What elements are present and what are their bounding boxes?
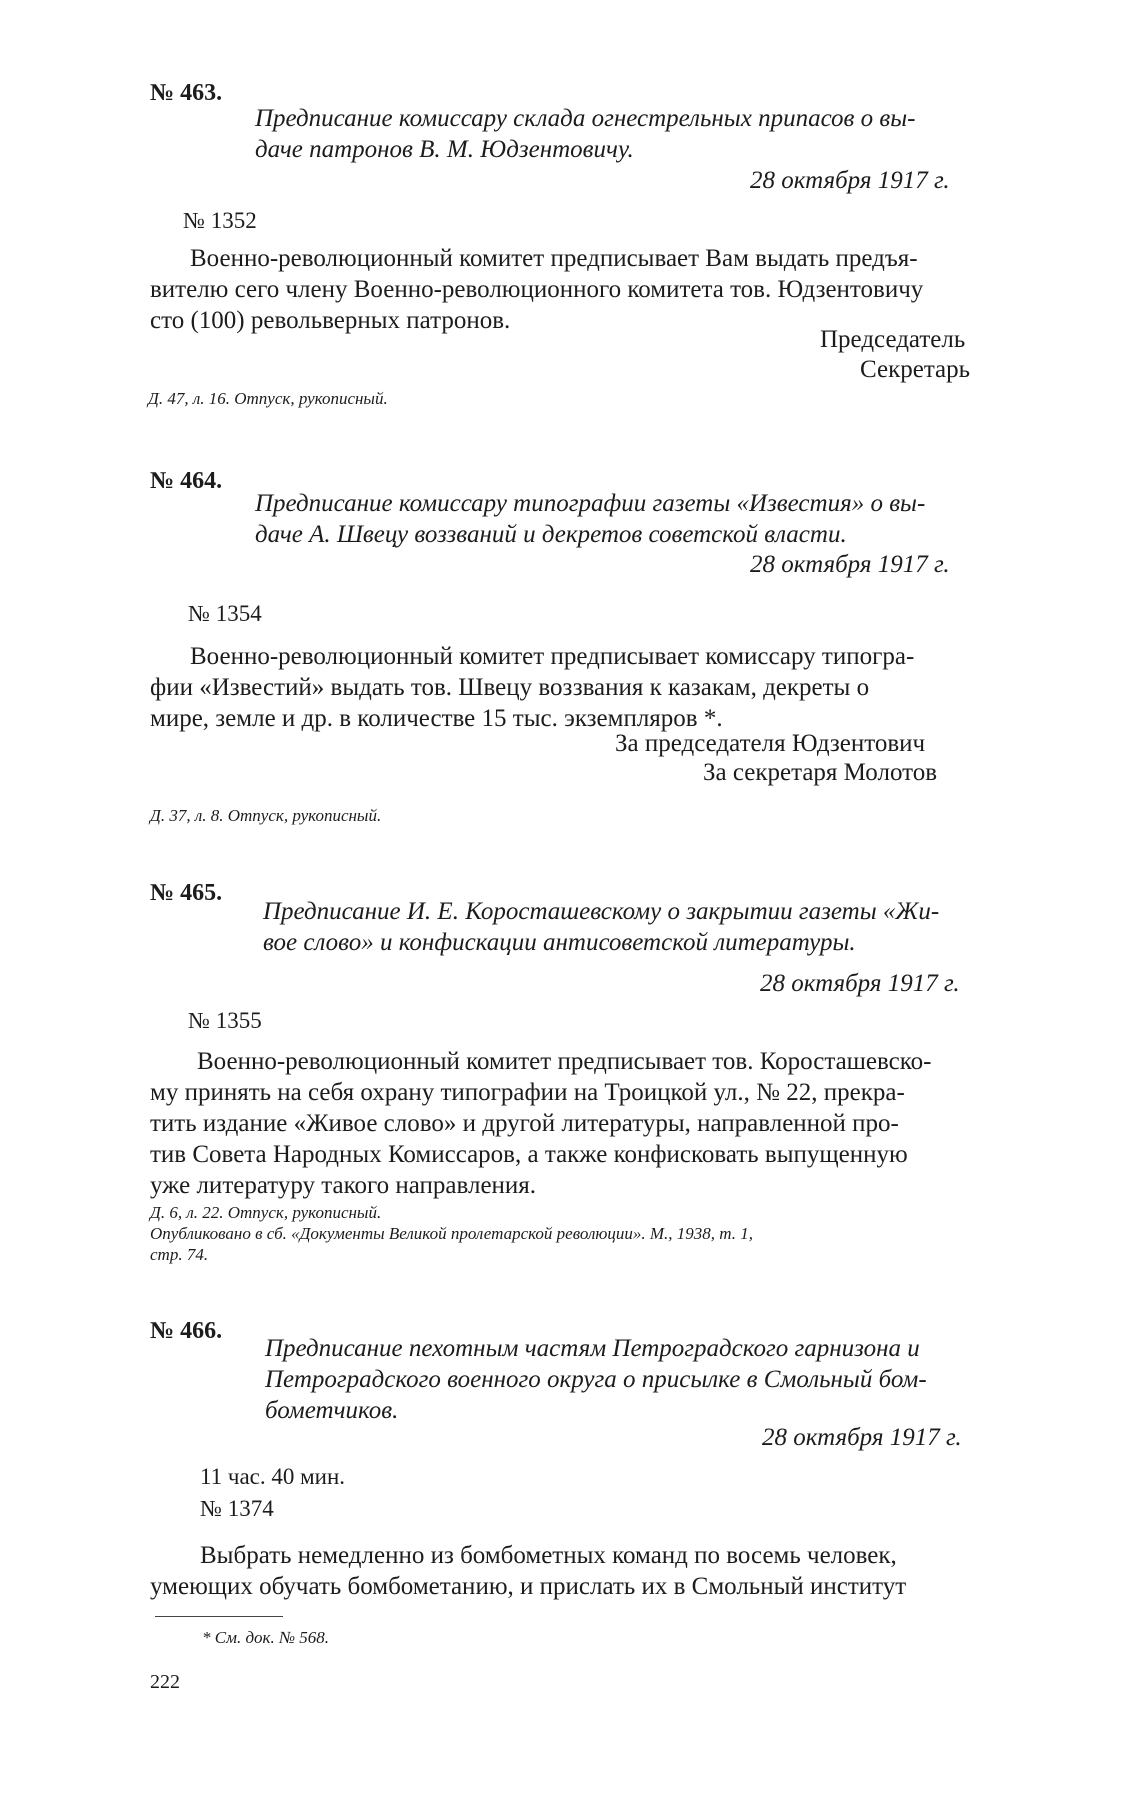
body-line: вителю сего члену Военно-революционного комитета тов. Юдзентовичу	[150, 276, 924, 303]
registration-number: № 1374	[200, 1496, 274, 1521]
document-title-line: даче патронов В. М. Юдзентовичу.	[255, 136, 634, 163]
document-number: № 465.	[150, 880, 223, 906]
body-line: мире, земле и др. в количестве 15 тыс. экземпляров *.	[150, 705, 723, 732]
body-line: му принять на себя охрану типографии на Троицкой ул., № 22, прекра-	[150, 1079, 905, 1106]
body-line: Военно-революционный комитет предписывает Вам выдать предъя-	[190, 245, 918, 272]
body-line: тить издание «Живое слово» и другой литературы, направленной про-	[150, 1110, 899, 1137]
source-note: Д. 6, л. 22. Отпуск, рукописный.	[150, 1203, 382, 1222]
body-line: Военно-революционный комитет предписывает тов. Коросташевско-	[197, 1048, 932, 1075]
document-date: 28 октября 1917 г.	[762, 1424, 962, 1451]
signature-line: За секретаря Молотов	[703, 759, 938, 786]
signature-line: Секретарь	[860, 356, 971, 383]
footnote: * См. док. № 568.	[202, 1628, 330, 1647]
signature-line: Председатель	[820, 326, 966, 353]
document-title-line: даче А. Швецу воззваний и декретов советской власти.	[255, 521, 847, 548]
document-date: 28 октября 1917 г.	[750, 167, 950, 194]
source-note: Д. 47, л. 16. Отпуск, рукописный.	[148, 389, 388, 408]
body-line: Военно-революционный комитет предписывает комиссару типогра-	[190, 643, 915, 670]
document-title-line: вое слово» и конфискации антисоветской литературы.	[263, 929, 856, 956]
signature-line: За председателя Юдзентович	[615, 730, 926, 757]
document-date: 28 октября 1917 г.	[750, 551, 950, 578]
registration-number: № 1352	[183, 208, 257, 233]
document-time: 11 час. 40 мин.	[200, 1464, 346, 1489]
document-title-line: Предписание комиссару склада огнестрельных припасов о вы-	[255, 105, 916, 132]
body-line: сто (100) револьверных патронов.	[150, 307, 511, 334]
body-line: умеющих обучать бомбометанию, и прислать их в Смольный институт	[150, 1573, 907, 1600]
document-title-line: Предписание пехотным частям Петроградского гарнизона и	[265, 1335, 920, 1362]
document-title-line: Предписание комиссару типографии газеты «Известия» о вы-	[255, 490, 926, 517]
document-title-line: Петроградского военного округа о присылке в Смольный бом-	[265, 1366, 927, 1393]
source-note: Опубликовано в сб. «Документы Великой пролетарской революции». М., 1938, т. 1,	[150, 1224, 753, 1243]
source-note: стр. 74.	[150, 1245, 209, 1264]
registration-number: № 1354	[188, 601, 262, 626]
body-line: фии «Известий» выдать тов. Швецу воззвания к казакам, декреты о	[150, 674, 870, 701]
body-line: Выбрать немедленно из бомбометных команд по восемь человек,	[200, 1542, 897, 1569]
document-number: № 464.	[150, 468, 223, 494]
document-number: № 466.	[150, 1318, 223, 1344]
footnote-rule	[155, 1616, 283, 1617]
body-line: тив Совета Народных Комиссаров, а также конфисковать выпущенную	[150, 1141, 908, 1168]
page-number: 222	[150, 1671, 180, 1693]
document-title-line: Предписание И. Е. Коросташевскому о закрытии газеты «Жи-	[263, 898, 940, 925]
document-date: 28 октября 1917 г.	[760, 970, 960, 997]
body-line: уже литературу такого направления.	[150, 1172, 537, 1199]
registration-number: № 1355	[188, 1008, 262, 1033]
source-note: Д. 37, л. 8. Отпуск, рукописный.	[150, 806, 382, 825]
document-title-line: бометчиков.	[265, 1397, 399, 1424]
document-number: № 463.	[150, 80, 223, 106]
